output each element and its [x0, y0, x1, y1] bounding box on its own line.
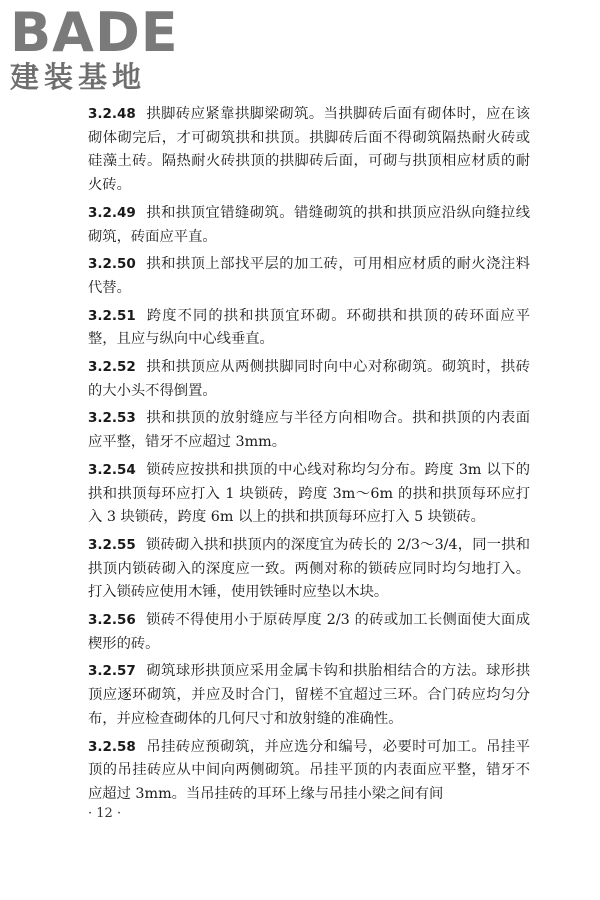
clause-3-2-56 [88, 609, 530, 656]
clause-3-2-52 [88, 356, 530, 403]
clause-number: 3.2.55 [88, 536, 136, 553]
clause-text: 锁砖砌入拱和拱顶内的深度宜为砖长的 2/3～3/4，同一拱和拱顶内锁砖砌入的深度应一致。两侧对称的锁砖应同时均匀地打入。打入锁砖应使用木锤，使用铁锤时应垫以木块。 [88, 536, 530, 601]
clause-3-2-49 [88, 202, 530, 249]
clause-3-2-48 [88, 103, 530, 198]
clause-text: 拱和拱顶应从两侧拱脚同时向中心对称砌筑。砌筑时，拱砖的大小头不得倒置。 [88, 359, 530, 399]
clause-text: 锁砖应按拱和拱顶的中心线对称均匀分布。跨度 3m 以下的拱和拱顶每环应打入 1 块锁砖，跨度 3m～6m 的拱和拱顶每环应打入 3 块锁砖，跨度 6m 以上的拱和拱顶每环应打入 5 块锁砖。 [88, 461, 530, 526]
clause-number: 3.2.48 [88, 106, 136, 122]
clause-text: 吊挂砖应预砌筑，并应选分和编号，必要时可加工。吊挂平顶的吊挂砖应从中间向两侧砌筑。吊挂平顶的内表面应平整，错牙不应超过 3mm。当吊挂砖的耳环上缘与吊挂小梁之间有间 [88, 738, 530, 802]
page-number: · 12 · [88, 806, 122, 821]
clause-text: 拱和拱顶的放射缝应与半径方向相吻合。拱和拱顶的内表面应平整，错牙不应超过 3mm。 [88, 410, 530, 451]
clause-text: 砌筑球形拱顶应采用金属卡钩和拱胎相结合的方法。球形拱顶应逐环砌筑，并应及时合门，留槎不宜超过三环。合门砖应均匀分布，并应检查砌体的几何尺寸和放射缝的准确性。 [88, 663, 530, 727]
clause-number: 3.2.52 [88, 359, 136, 376]
clause-number: 3.2.53 [88, 410, 136, 427]
clause-number: 3.2.54 [88, 461, 136, 478]
clause-number: 3.2.51 [88, 307, 136, 324]
clause-text: 锁砖不得使用小于原砖厚度 2/3 的砖或加工长侧面使大面成楔形的砖。 [88, 612, 530, 652]
clause-text: 拱和拱顶宜错缝砌筑。错缝砌筑的拱和拱顶应沿纵向缝拉线砌筑，砖面应平直。 [88, 204, 530, 245]
logo-subtitle: 建装基地 [10, 60, 147, 94]
clause-number: 3.2.57 [88, 663, 136, 680]
clause-3-2-53 [88, 407, 530, 454]
bade-logo [10, 1, 185, 94]
clause-3-2-57 [88, 660, 530, 731]
clause-3-2-50 [88, 253, 530, 300]
clause-3-2-58 [88, 736, 530, 807]
logo-wordmark: BADE [10, 1, 179, 64]
clause-number: 3.2.56 [88, 612, 136, 629]
clause-list [88, 103, 530, 811]
clause-3-2-54 [88, 459, 530, 530]
clause-number: 3.2.58 [88, 738, 136, 755]
clause-3-2-55 [88, 534, 530, 605]
clause-number: 3.2.49 [88, 204, 136, 221]
clause-text: 拱脚砖应紧靠拱脚梁砌筑。当拱脚砖后面有砌体时，应在该砌体砌完后，才可砌筑拱和拱顶。拱脚砖后面不得砌筑隔热耐火砖或硅藻土砖。隔热耐火砖拱顶的拱脚砖后面，可砌与拱顶相应材质的耐火砖。 [88, 106, 530, 194]
clause-number: 3.2.50 [88, 256, 136, 273]
clause-text: 拱和拱顶上部找平层的加工砖，可用相应材质的耐火浇注料代替。 [88, 256, 530, 296]
clause-3-2-51 [88, 305, 530, 352]
clause-text: 跨度不同的拱和拱顶宜环砌。环砌拱和拱顶的砖环面应平整，且应与纵向中心线垂直。 [88, 307, 530, 348]
